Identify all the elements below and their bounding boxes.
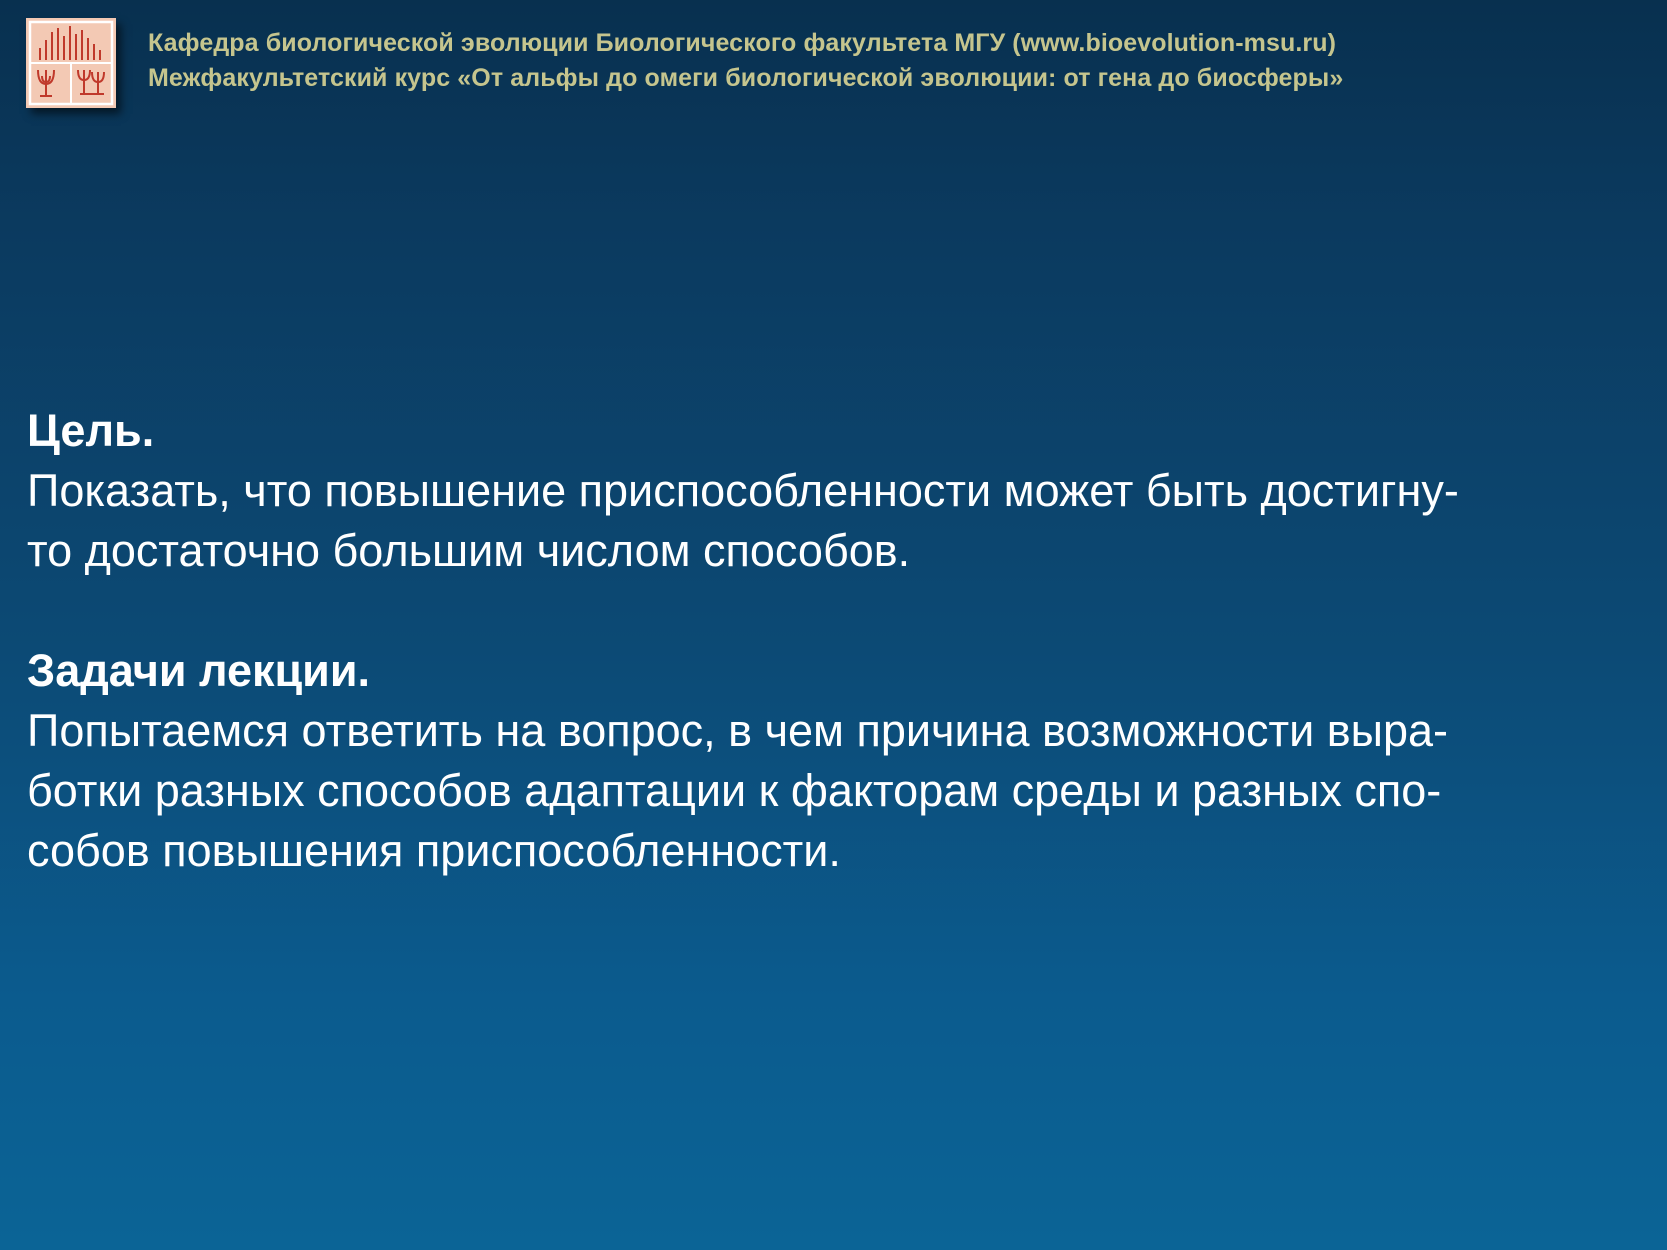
- tasks-text-line: собов повышения приспособленности.: [27, 825, 841, 876]
- header-department-line: Кафедра биологической эволюции Биологического факультета МГУ (www.bioevolution-msu.ru): [148, 29, 1337, 57]
- tasks-text-line: ботки разных способов адаптации к факторам среды и разных спо-: [27, 765, 1442, 816]
- tasks-text-line: Попытаемся ответить на вопрос, в чем причина возможности выра-: [27, 705, 1449, 756]
- goal-text-line: Показать, что повышение приспособленности может быть достигну-: [27, 465, 1459, 516]
- slide-header: [26, 18, 1646, 118]
- header-course-line: Межфакультетский курс «От альфы до омеги биологической эволюции: от гена до биосферы»: [148, 64, 1344, 92]
- header-text: [148, 26, 1628, 96]
- slide-content: [27, 401, 1647, 881]
- department-logo-icon: [26, 18, 116, 108]
- section-spacer: [27, 581, 1647, 641]
- tasks-heading: Задачи лекции.: [27, 645, 371, 696]
- goal-text-line: то достаточно большим числом способов.: [27, 525, 911, 576]
- goal-heading: Цель.: [27, 405, 155, 456]
